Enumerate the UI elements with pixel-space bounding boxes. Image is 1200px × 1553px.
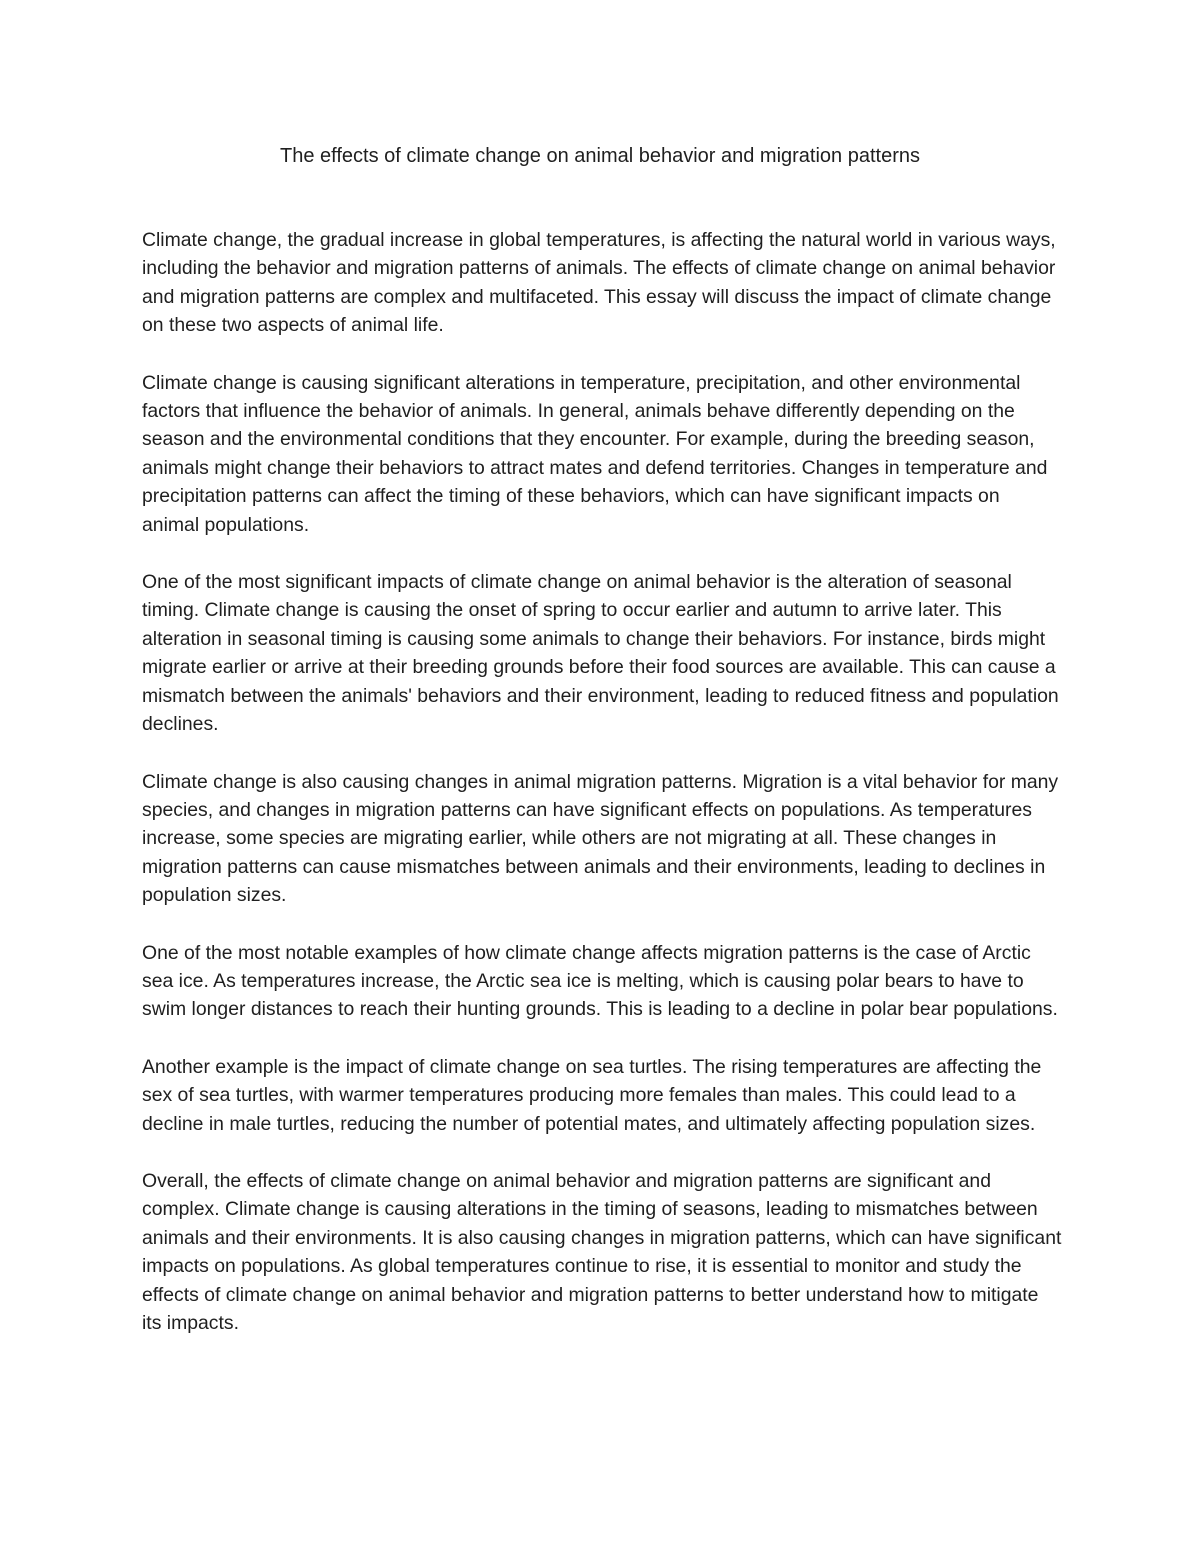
paragraph-intro: Climate change, the gradual increase in global temperatures, is affecting the natural world in various ways, including the behavior and migration patterns of animals. The effects of climate change on animal behavior and migration patterns are complex and multifaceted. This essay will discuss the impact of climate change on these two aspects of animal life. [142, 229, 1056, 337]
paragraph-migration-changes: Climate change is also causing changes in animal migration patterns. Migration is a vital behavior for many species, and changes in migration patterns can have significant effects on populations. As temperatures increase, some species are migrating earlier, while others are not migrating at all. These changes in migration patterns can cause mismatches between animals and their environments, leading to declines in population sizes. [142, 770, 1059, 907]
paragraph-sea-turtles: Another example is the impact of climate change on sea turtles. The rising temperatures are affecting the sex of sea turtles, with warmer temperatures producing more females than males. This could lead to a decline in male turtles, reducing the number of potential mates, and ultimately affecting population sizes. [142, 1055, 1042, 1135]
paragraph-conclusion: Overall, the effects of climate change on animal behavior and migration patterns are significant and complex. Climate change is causing alterations in the timing of seasons, leading to mismatches between animals and their environments. It is also causing changes in migration patterns, which can have significant impacts on populations. As global temperatures continue to rise, it is essential to monitor and study the effects of climate change on animal behavior and migration patterns to better understand how to mitigate its impacts. [142, 1169, 1062, 1334]
document-title: The effects of climate change on animal behavior and migration patterns [280, 145, 920, 167]
document-body [142, 226, 1062, 1366]
paragraph-arctic-sea-ice: One of the most notable examples of how climate change affects migration patterns is the case of Arctic sea ice. As temperatures increase, the Arctic sea ice is melting, which is causing polar bears to have to swim longer distances to reach their hunting grounds. This is leading to a decline in polar bear populations. [142, 941, 1058, 1021]
paragraph-behavior-alterations: Climate change is causing significant alterations in temperature, precipitation, and other environmental factors that influence the behavior of animals. In general, animals behave differently depending on the season and the environmental conditions that they encounter. For example, during the breeding season, animals might change their behaviors to attract mates and defend territories. Changes in temperature and precipitation patterns can affect the timing of these behaviors, which can have significant impacts on animal populations. [142, 371, 1048, 536]
paragraph-seasonal-timing: One of the most significant impacts of climate change on animal behavior is the alteration of seasonal timing. Climate change is causing the onset of spring to occur earlier and autumn to arrive later. This alteration in seasonal timing is causing some animals to change their behaviors. For instance, birds might migrate earlier or arrive at their breeding grounds before their food sources are available. This can cause a mismatch between the animals' behaviors and their environment, leading to reduced fitness and population declines. [142, 571, 1059, 736]
